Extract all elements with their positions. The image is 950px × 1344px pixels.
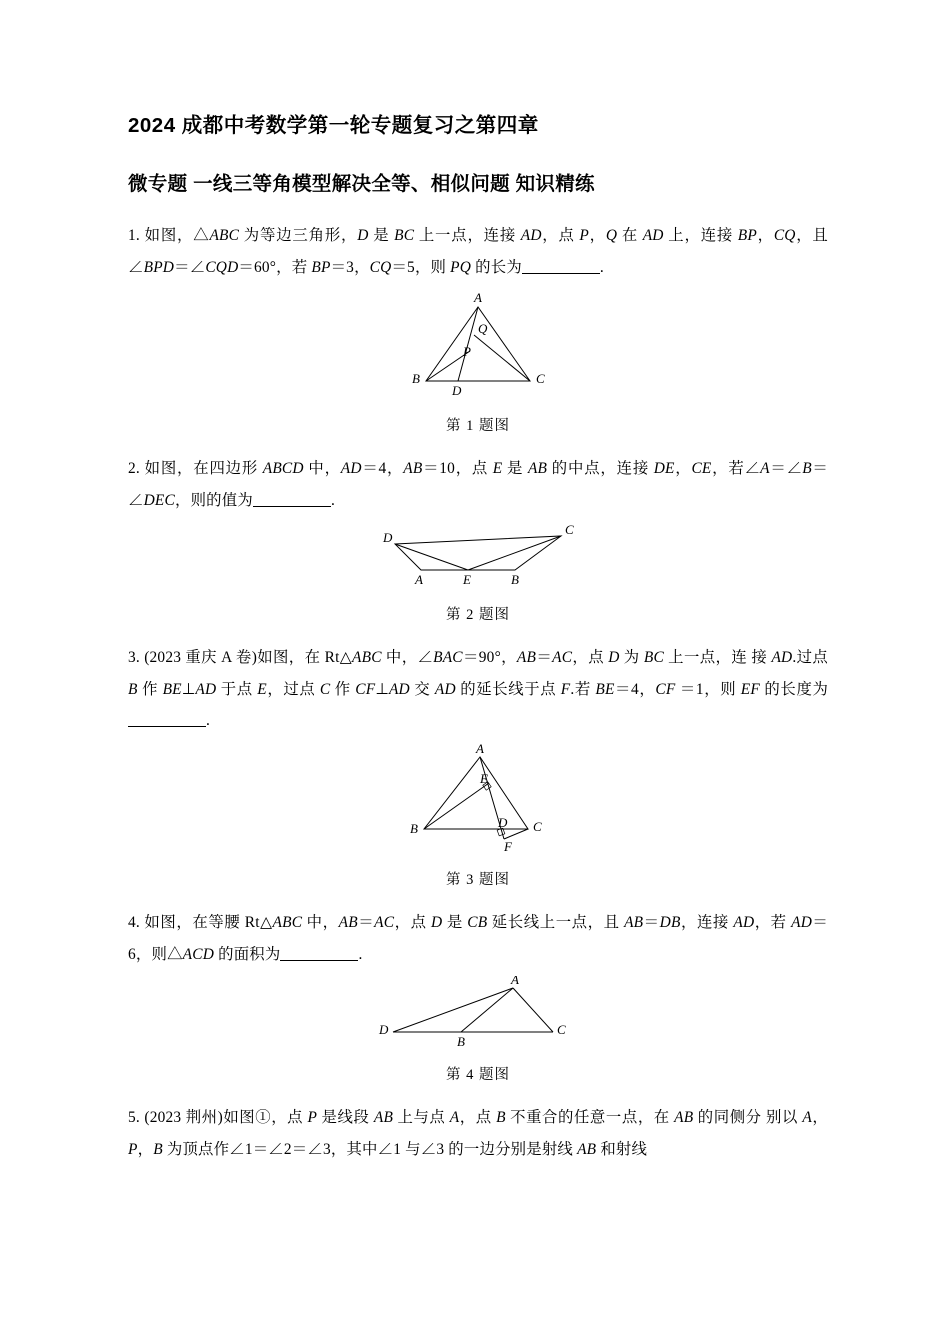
q5-t13: ， xyxy=(812,1109,828,1127)
q3-t17: 作 xyxy=(137,680,163,698)
figure-1-svg xyxy=(388,289,568,399)
q2-t18: ＝∠ xyxy=(128,460,829,509)
q4-t20: 的面积为 xyxy=(214,945,281,963)
q2-t4: ＝4， xyxy=(361,460,404,478)
figure-1 xyxy=(128,289,828,404)
q2-t8: 是 xyxy=(502,460,528,478)
q3-t35: ＝4， xyxy=(614,680,656,698)
fig4-label-A: A xyxy=(511,976,519,988)
q3-t20: AD xyxy=(195,680,217,698)
q2-t1: ABCD xyxy=(262,460,304,478)
q2-t6: ＝10，点 xyxy=(422,460,493,478)
fig1-label-Q: Q xyxy=(478,321,488,337)
q5-t11: 别以 xyxy=(766,1109,803,1127)
q4-t1: ABC xyxy=(272,914,303,932)
q4-t12: ＝ xyxy=(643,914,660,932)
q3-t30: AD xyxy=(434,680,456,698)
fig1-label-B: B xyxy=(412,371,420,387)
q3-t12: 上一点，连 xyxy=(663,649,748,667)
q5-t4: 上与点 xyxy=(393,1109,450,1127)
q4-t5: AC xyxy=(374,914,395,932)
fig1-label-P: P xyxy=(463,344,471,360)
q2-t10: 的中点，连接 xyxy=(547,460,654,478)
q1-t19: ，且∠ xyxy=(128,226,829,276)
q1-number: 1. xyxy=(128,226,140,244)
q4-t18: ＝6，则△ xyxy=(128,914,828,963)
fig2-label-E: E xyxy=(463,572,471,588)
fig2-label-A: A xyxy=(415,572,423,588)
q3-t15: .过点 xyxy=(792,649,828,667)
figure-4-svg xyxy=(373,976,583,1048)
q3-answer-blank[interactable] xyxy=(128,711,206,727)
q1-t25: ＝3， xyxy=(330,258,370,276)
q5-t9: AB xyxy=(674,1109,694,1127)
q1-t9: ，点 xyxy=(541,226,580,244)
q2-t0: 如图，在四边形 xyxy=(144,460,263,478)
q1-t20: BPD xyxy=(143,258,175,276)
q2-t21: . xyxy=(330,491,336,509)
figure-4 xyxy=(128,976,828,1053)
q5-t12: A xyxy=(802,1109,812,1127)
q1-t17: ， xyxy=(757,226,774,244)
q1-t30: . xyxy=(599,258,604,276)
q2-t5: AB xyxy=(403,460,423,478)
q3-t29: 交 xyxy=(409,680,435,698)
q4-t14: ，连接 xyxy=(680,914,729,932)
q2-number: 2. xyxy=(128,460,140,478)
question-4-text xyxy=(128,907,828,970)
q3-t25: 作 xyxy=(330,680,356,698)
q1-t21: ＝∠ xyxy=(174,258,206,276)
q2-t12: ， xyxy=(674,460,692,478)
q3-t4: ＝90°， xyxy=(462,649,517,667)
q1-t24: BP xyxy=(311,258,331,276)
q3-t1: ABC xyxy=(352,649,382,667)
q5-t14: P xyxy=(128,1140,138,1158)
q4-t21: . xyxy=(358,945,363,963)
q3-t40: . xyxy=(206,712,211,730)
q4-t15: AD xyxy=(733,914,755,932)
q4-t0: 如图，在等腰 Rt△ xyxy=(144,914,273,932)
q5-t19: 和射线 xyxy=(596,1140,648,1158)
q4-t6: ，点 xyxy=(394,914,432,932)
q1-t18: CQ xyxy=(773,226,796,244)
q1-t5: 是 xyxy=(368,226,395,244)
q2-t7: E xyxy=(492,460,503,478)
q3-t38: EF xyxy=(740,680,760,698)
q1-t15: 上，连接 xyxy=(663,226,734,244)
q1-t8: AD xyxy=(520,226,542,244)
q1-t27: ＝5，则 xyxy=(391,258,451,276)
q1-t12: Q xyxy=(605,226,618,244)
q4-number: 4. xyxy=(128,914,140,932)
q1-t29: 的长为 xyxy=(471,258,522,276)
q2-t19: DEC xyxy=(143,491,175,509)
fig1-label-A: A xyxy=(474,290,482,306)
q4-answer-blank[interactable] xyxy=(280,944,358,960)
q5-t5: A xyxy=(449,1109,460,1127)
q3-t18: BE xyxy=(162,680,182,698)
q2-t16: ＝∠ xyxy=(769,460,803,478)
fig3-label-C: C xyxy=(533,819,542,835)
fig3-label-E: E xyxy=(480,771,488,787)
q3-t22: E xyxy=(257,680,267,698)
figure-2 xyxy=(128,522,828,593)
q4-t7: D xyxy=(431,914,443,932)
fig1-label-C: C xyxy=(536,371,545,387)
q1-t2: ABC xyxy=(209,226,240,244)
q1-answer-blank[interactable] xyxy=(522,257,600,273)
fig4-label-D: D xyxy=(379,1022,389,1038)
figure-2-svg xyxy=(373,522,583,588)
fig3-label-D: D xyxy=(498,815,508,831)
question-3-text xyxy=(128,642,828,737)
q3-t27: ⊥ xyxy=(375,680,389,698)
fig2-label-C: C xyxy=(565,522,574,538)
question-5-text xyxy=(128,1102,828,1165)
q3-t5: AB xyxy=(516,649,537,667)
q2-t15: A xyxy=(760,460,770,478)
q1-t28: PQ xyxy=(450,258,472,276)
q3-t10: 为 xyxy=(619,649,644,667)
figure-4-caption: 第 4 题图 xyxy=(446,1067,510,1084)
q1-t16: BP xyxy=(737,226,757,244)
q4-t9: CB xyxy=(467,914,488,932)
q1-t4: D xyxy=(357,226,369,244)
fig2-label-B: B xyxy=(511,572,519,588)
q3-t2: 中，∠ xyxy=(381,649,434,667)
q3-t34: BE xyxy=(595,680,615,698)
q1-t26: CQ xyxy=(369,258,392,276)
fig3-label-B: B xyxy=(410,821,418,837)
q3-t31: 的延长线于点 xyxy=(455,680,561,698)
q5-t15: ， xyxy=(137,1140,154,1158)
fig3-label-F: F xyxy=(504,839,512,854)
figure-1-caption: 第 1 题图 xyxy=(446,418,510,435)
q1-t23: ＝60°，若 xyxy=(238,258,312,276)
q2-t3: AD xyxy=(340,460,362,478)
q3-t16: B xyxy=(128,680,138,698)
q2-t20: ，则的值为 xyxy=(174,491,253,509)
q1-t3: 为等边三角形， xyxy=(239,226,358,244)
q1-t14: AD xyxy=(642,226,664,244)
q2-t14: ，若∠ xyxy=(711,460,761,478)
q3-t3: BAC xyxy=(433,649,463,667)
q4-t17: AD xyxy=(791,914,813,932)
q3-t39: 的长度为 xyxy=(759,680,829,698)
q1-t6: BC xyxy=(394,226,415,244)
q1-t11: ， xyxy=(589,226,606,244)
q1-t22: CQD xyxy=(205,258,239,276)
q3-t19: ⊥ xyxy=(181,680,196,698)
q4-t10: 延长线上一点，且 xyxy=(487,914,625,932)
q4-t3: AB xyxy=(338,914,358,932)
q4-t16: ，若 xyxy=(754,914,792,932)
q3-t21: 于点 xyxy=(216,680,258,698)
q3-t32: F xyxy=(560,680,571,698)
fig3-label-A: A xyxy=(476,743,484,757)
q3-t9: D xyxy=(608,649,620,667)
q5-t16: B xyxy=(153,1140,163,1158)
figure-3-svg xyxy=(388,743,568,853)
q3-t36: CF xyxy=(655,680,676,698)
page-title: 2024 成都中考数学第一轮专题复习之第四章 xyxy=(128,114,539,137)
q5-t1: P xyxy=(307,1109,318,1127)
q2-answer-blank[interactable] xyxy=(253,490,331,506)
q5-t2: 是线段 xyxy=(317,1109,374,1127)
q4-t13: DB xyxy=(659,914,681,932)
q3-t13: 接 xyxy=(751,649,772,667)
q1-t10: P xyxy=(579,226,589,244)
q3-t7: AC xyxy=(552,649,573,667)
q1-t13: 在 xyxy=(617,226,643,244)
question-1-text xyxy=(128,220,828,283)
figure-2-caption: 第 2 题图 xyxy=(446,607,510,624)
fig4-label-B: B xyxy=(457,1034,465,1049)
q5-t6: ，点 xyxy=(459,1109,497,1127)
q5-t18: AB xyxy=(577,1140,597,1158)
figure-3 xyxy=(128,743,828,858)
q2-t9: AB xyxy=(527,460,548,478)
q2-t17: B xyxy=(802,460,812,478)
q3-t8: ，点 xyxy=(572,649,609,667)
q3-t26: CF xyxy=(355,680,376,698)
q3-t24: C xyxy=(319,680,331,698)
q4-t2: 中， xyxy=(302,914,339,932)
q5-number: 5. xyxy=(128,1109,140,1127)
q4-t19: ACD xyxy=(182,945,215,963)
q1-t1: 如图，△ xyxy=(144,226,210,244)
q3-t6: ＝ xyxy=(536,649,553,667)
q1-t7: 上一点，连接 xyxy=(414,226,521,244)
q3-t14: AD xyxy=(771,649,793,667)
q3-t28: AD xyxy=(388,680,410,698)
q5-t0: (2023 荆州)如图①，点 xyxy=(144,1109,308,1127)
q3-t0: (2023 重庆 A 卷)如图，在 Rt△ xyxy=(144,649,353,667)
q3-t11: BC xyxy=(643,649,664,667)
q3-t23: ，过点 xyxy=(266,680,320,698)
q3-t37: ＝1，则 xyxy=(679,680,741,698)
q2-t11: DE xyxy=(653,460,675,478)
fig1-label-D: D xyxy=(452,383,462,399)
q3-number: 3. xyxy=(128,649,140,667)
q4-t11: AB xyxy=(624,914,644,932)
q5-t8: 不重合的任意一点，在 xyxy=(505,1109,675,1127)
document-content xyxy=(128,112,828,1165)
q5-t7: B xyxy=(496,1109,506,1127)
q5-t10: 的同侧分 xyxy=(693,1109,762,1127)
q5-t3: AB xyxy=(373,1109,394,1127)
q2-t13: CE xyxy=(691,460,712,478)
q4-t8: 是 xyxy=(442,914,468,932)
q3-t33: .若 xyxy=(570,680,596,698)
q5-t17: 为顶点作∠1＝∠2＝∠3，其中∠1 与∠3 的一边分别是射线 xyxy=(162,1140,578,1158)
fig4-label-C: C xyxy=(557,1022,566,1038)
question-2-text xyxy=(128,453,828,516)
figure-3-caption: 第 3 题图 xyxy=(446,872,510,889)
q2-t2: 中， xyxy=(303,460,341,478)
q4-t4: ＝ xyxy=(357,914,375,932)
page-subtitle: 微专题 一线三等角模型解决全等、相似问题 知识精练 xyxy=(128,172,595,195)
fig2-label-D: D xyxy=(383,530,393,546)
